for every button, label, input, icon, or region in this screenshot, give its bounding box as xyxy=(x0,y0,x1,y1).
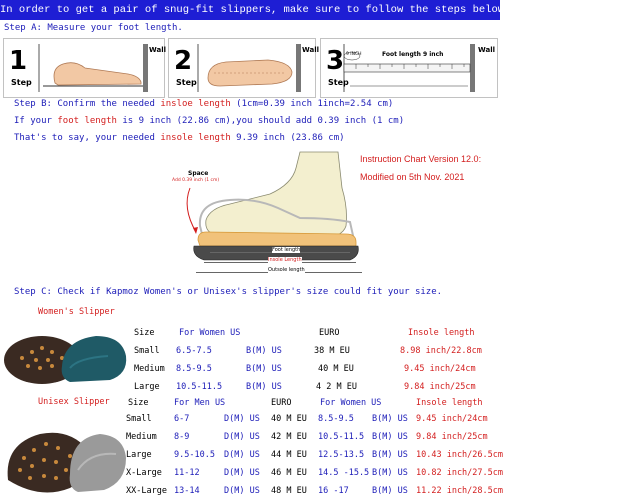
unisex-slipper-image xyxy=(0,410,130,500)
step-3-ruler-value: 9 INCH xyxy=(346,52,362,57)
womens-row-medium-size: Medium xyxy=(134,364,165,374)
step-1-label: Step xyxy=(11,78,32,87)
step-c-label: Step C: xyxy=(14,287,52,297)
unisex-header-euro: EURO xyxy=(271,398,292,408)
womens-row-small-insole: 8.98 inch/22.8cm xyxy=(400,346,482,356)
step-2-label: Step xyxy=(176,78,197,87)
unisex-header-size: Size xyxy=(128,398,149,408)
womens-row-medium-width: B(M) US xyxy=(246,364,282,374)
womens-header-size: Size xyxy=(134,328,155,338)
step-b-line-3-pre: That's to say, your needed xyxy=(14,133,161,143)
step-3-label: Step xyxy=(328,78,349,87)
unisex-row-medium-men-width: D(M) US xyxy=(224,432,260,442)
womens-row-small-size: Small xyxy=(134,346,160,356)
step-b-insole-highlight: insole length xyxy=(160,133,231,143)
womens-row-large-us: 10.5-11.5 xyxy=(176,382,223,392)
unisex-row-large-women-us: 12.5-13.5 xyxy=(318,450,365,460)
unisex-row-x-large-size: X-Large xyxy=(126,468,162,478)
step-c-text: Check if Kapmoz Women's or Unisex's slipper's size could fit your size. xyxy=(51,287,443,297)
unisex-row-xx-large-eu: 48 M EU xyxy=(271,486,307,496)
outsole-length-label: Outsole length xyxy=(268,267,305,273)
unisex-row-small-women-us: 8.5-9.5 xyxy=(318,414,354,424)
step-c-heading xyxy=(14,287,442,297)
unisex-row-large-men-us: 9.5-10.5 xyxy=(174,450,215,460)
length-markers xyxy=(210,247,350,280)
unisex-row-large-men-width: D(M) US xyxy=(224,450,260,460)
step-b-label: Step B: xyxy=(14,99,52,109)
unisex-row-medium-women-us: 10.5-11.5 xyxy=(318,432,365,442)
unisex-row-large-insole: 10.43 inch/26.5cm xyxy=(416,450,503,460)
chart-version-line: Instruction Chart Version 12.0: xyxy=(360,154,482,164)
step-3-wall-label: Wall xyxy=(478,46,495,54)
foot-slipper-diagram xyxy=(160,148,360,280)
step-a-text: Measure your foot length. xyxy=(41,23,183,33)
unisex-row-xx-large-insole: 11.22 inch/28.5cm xyxy=(416,486,503,496)
womens-row-large-eu: 4 2 M EU xyxy=(316,382,357,392)
womens-row-large-insole: 9.84 inch/25cm xyxy=(404,382,476,392)
chart-version-note xyxy=(360,150,481,186)
step-a-heading xyxy=(4,23,183,33)
unisex-row-x-large-eu: 46 M EU xyxy=(271,468,307,478)
unisex-header-men-us: For Men US xyxy=(174,398,226,408)
step-2-wall-label: Wall xyxy=(302,46,319,54)
unisex-row-small-insole: 9.45 inch/24cm xyxy=(416,414,488,424)
womens-row-medium-us: 8.5-9.5 xyxy=(176,364,212,374)
unisex-row-medium-insole: 9.84 inch/25cm xyxy=(416,432,488,442)
unisex-row-large-eu: 44 M EU xyxy=(271,450,307,460)
teal-slipper-illustration xyxy=(0,318,130,390)
space-addition-label: Add 0.39 inch (1 cm) xyxy=(172,178,220,183)
unisex-row-x-large-women-us: 14.5 -15.5 xyxy=(318,468,370,478)
unisex-row-xx-large-men-width: D(M) US xyxy=(224,486,260,496)
unisex-row-x-large-women-width: B(M) US xyxy=(372,468,408,478)
step-b-line-3-post: 9.39 inch (23.86 cm) xyxy=(230,133,345,143)
step-b-line-1-text: Confirm the needed xyxy=(51,99,161,109)
unisex-row-small-women-width: B(M) US xyxy=(372,414,408,424)
step-3-foot-length: Foot length 9 inch xyxy=(382,51,444,58)
foot-length-label: Foot length xyxy=(272,247,301,253)
step-1-wall-label: Wall xyxy=(149,46,166,54)
unisex-row-xx-large-women-us: 16 -17 xyxy=(318,486,349,496)
womens-row-small-width: B(M) US xyxy=(246,346,282,356)
womens-header-us: For Women US xyxy=(179,328,241,338)
womens-row-medium-eu: 40 M EU xyxy=(318,364,354,374)
womens-header-euro: EURO xyxy=(319,328,340,338)
unisex-row-large-size: Large xyxy=(126,450,152,460)
womens-row-medium-insole: 9.45 inch/24cm xyxy=(404,364,476,374)
womens-row-large-width: B(M) US xyxy=(246,382,282,392)
step-3-illustration xyxy=(320,38,498,98)
unisex-header-women-us: For Women US xyxy=(320,398,382,408)
unisex-row-medium-size: Medium xyxy=(126,432,157,442)
unisex-row-small-size: Small xyxy=(126,414,152,424)
unisex-row-small-men-us: 6-7 xyxy=(174,414,190,424)
step-b-line-1 xyxy=(14,99,393,109)
unisex-slipper-title: Unisex Slipper xyxy=(38,397,110,407)
grey-slipper-illustration xyxy=(0,410,130,500)
unisex-row-medium-men-us: 8-9 xyxy=(174,432,190,442)
unisex-row-medium-women-width: B(M) US xyxy=(372,432,408,442)
unisex-row-medium-eu: 42 M EU xyxy=(271,432,307,442)
chart-modified-line: Modified on 5th Nov. 2021 xyxy=(360,172,465,182)
womens-slipper-title: Women's Slipper xyxy=(38,307,115,317)
unisex-row-xx-large-women-width: B(M) US xyxy=(372,486,408,496)
insole-length-label: Insole Length xyxy=(268,257,302,263)
unisex-row-small-men-width: D(M) US xyxy=(224,414,260,424)
step-b-line-3 xyxy=(14,133,345,143)
step-b-line-2 xyxy=(14,116,404,126)
step-1-illustration xyxy=(3,38,165,98)
unisex-row-xx-large-men-us: 13-14 xyxy=(174,486,200,496)
unisex-row-large-women-width: B(M) US xyxy=(372,450,408,460)
unisex-row-x-large-men-us: 11-12 xyxy=(174,468,200,478)
step-1-panel xyxy=(3,38,165,98)
unisex-row-x-large-insole: 10.82 inch/27.5cm xyxy=(416,468,503,478)
unisex-row-xx-large-size: XX-Large xyxy=(126,486,167,496)
step-3-number: 3 xyxy=(326,46,345,76)
space-label: Space xyxy=(188,170,209,177)
step-b-foot-length-highlight: foot length xyxy=(57,116,117,126)
womens-header-insole: Insole length xyxy=(408,328,475,338)
step-b-line-2-pre: If your xyxy=(14,116,58,126)
unisex-row-x-large-men-width: D(M) US xyxy=(224,468,260,478)
step-2-panel xyxy=(168,38,319,98)
step-3-panel xyxy=(320,38,498,98)
womens-row-small-eu: 38 M EU xyxy=(314,346,350,356)
womens-row-large-size: Large xyxy=(134,382,160,392)
step-b-insole-length-highlight: insloe length xyxy=(160,99,231,109)
unisex-row-small-eu: 40 M EU xyxy=(271,414,307,424)
instruction-banner: In order to get a pair of snug-fit slippers, make sure to follow the steps below to get the right size xyxy=(0,0,500,20)
step-2-number: 2 xyxy=(174,46,193,76)
step-b-conversion: (1cm=0.39 inch 1inch=2.54 cm) xyxy=(230,99,394,109)
womens-row-small-us: 6.5-7.5 xyxy=(176,346,212,356)
step-a-label: Step A: xyxy=(4,23,42,33)
womens-slipper-image xyxy=(0,318,130,390)
step-1-number: 1 xyxy=(9,46,28,76)
step-b-line-2-post: is 9 inch (22.86 cm),you should add 0.39 inch (1 cm) xyxy=(116,116,405,126)
unisex-header-insole: Insole length xyxy=(416,398,483,408)
